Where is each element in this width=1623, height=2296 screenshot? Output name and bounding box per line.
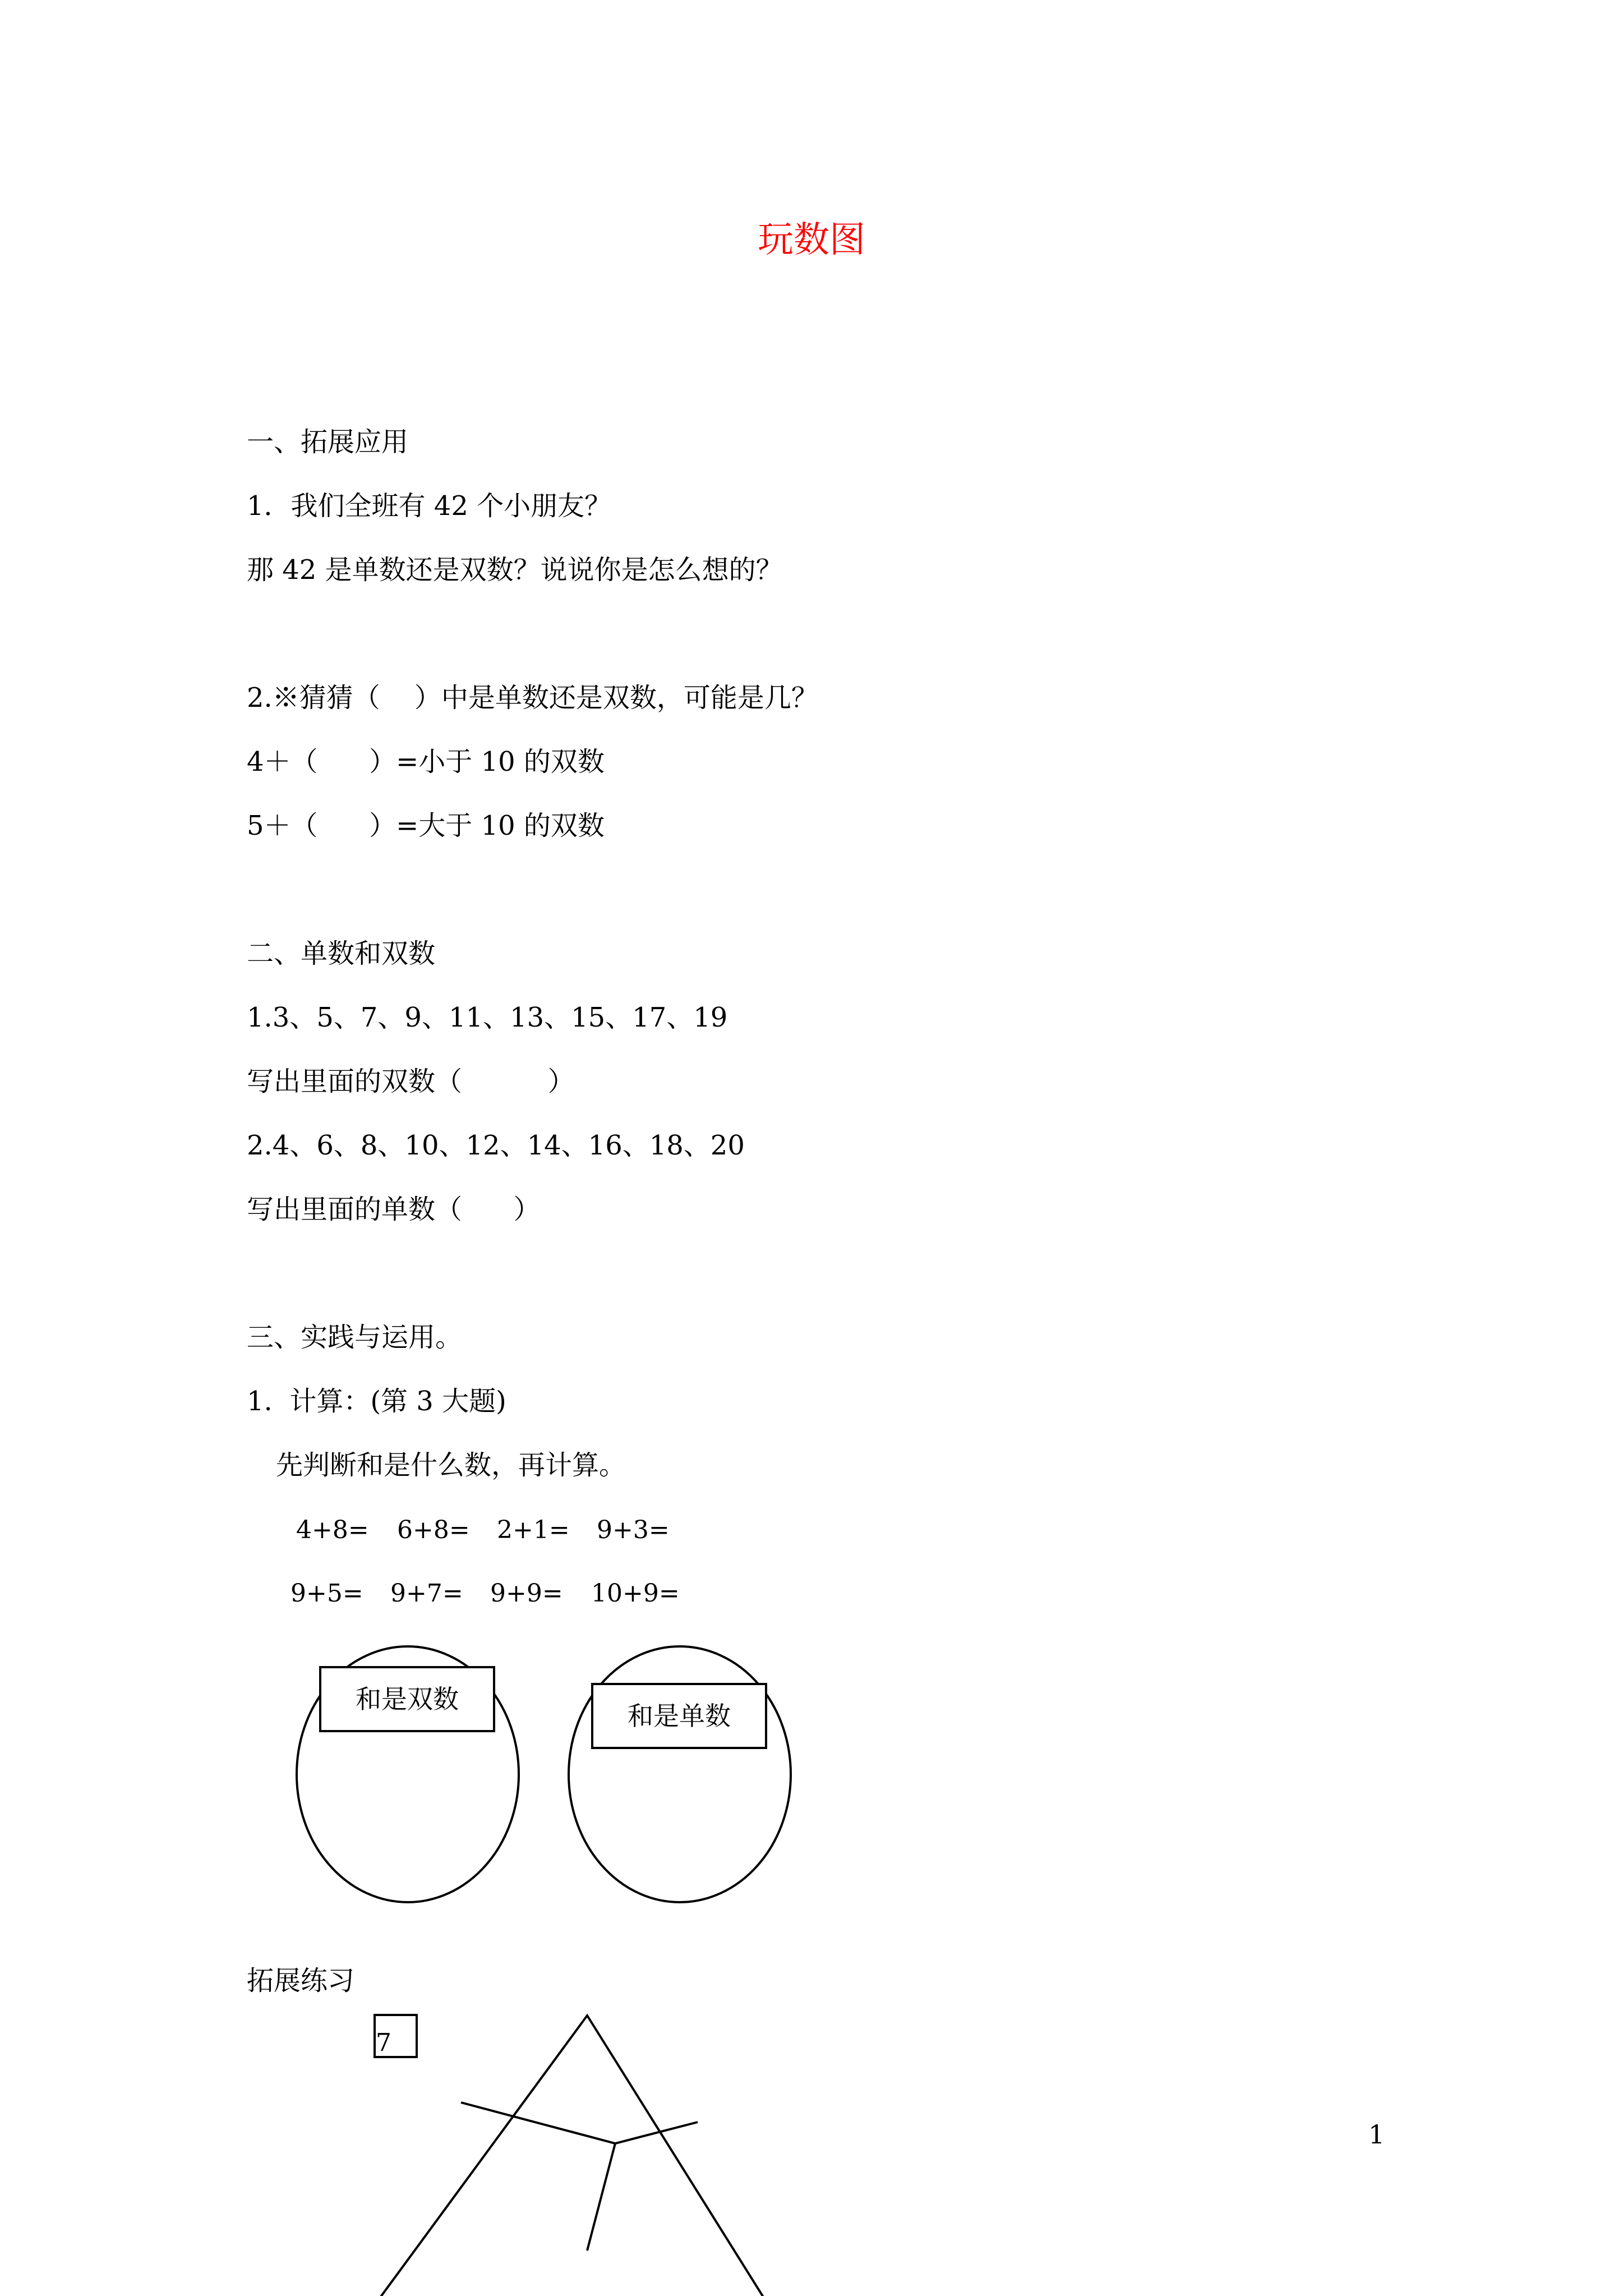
calc-item: 9+9= (490, 1579, 563, 1608)
calc-item: 9+3= (597, 1516, 670, 1544)
question-1-1-line-1: 1．我们全班有 42 个小朋友？ (247, 490, 612, 522)
calc-item: 4+8= (296, 1516, 369, 1544)
question-2-1-numbers: 1.3、5、7、9、11、13、15、17、19 (247, 1002, 728, 1033)
question-1-2-line-1: 2.※猜猜（ ）中是单数还是双数，可能是几？ (247, 682, 818, 714)
question-3-1-label: 1. 计算：(第 3 大题) (247, 1386, 506, 1417)
odd-sum-label: 和是单数 (628, 1701, 731, 1731)
calc-item: 9+5= (291, 1579, 363, 1608)
question-1-1-line-2: 那 42 是单数还是双数？说说你是怎么想的？ (247, 554, 783, 586)
question-2-2-prompt: 写出里面的单数（ ） (247, 1194, 541, 1225)
page-number: 1 (1368, 2119, 1385, 2150)
section-3-heading: 三、实践与运用。 (247, 1322, 463, 1353)
page-title: 玩数图 (758, 219, 865, 261)
question-2-2-numbers: 2.4、6、8、10、12、14、16、18、20 (247, 1130, 745, 1161)
section-2-heading: 二、单数和双数 (247, 938, 436, 969)
extension-heading: 拓展练习 (247, 1965, 355, 1996)
section-1-heading: 一、拓展应用 (247, 426, 409, 458)
even-sum-label: 和是双数 (356, 1684, 459, 1714)
question-1-2-line-2: 4＋（ ）=小于 10 的双数 (247, 746, 605, 777)
question-2-1-prompt: 写出里面的双数（ ） (247, 1066, 575, 1097)
square-number: 7 (376, 2028, 391, 2057)
question-3-1-instruction: 先判断和是什么数，再计算。 (276, 1450, 626, 1481)
extension-triangle (291, 2016, 840, 2296)
calc-item: 9+7= (390, 1579, 463, 1608)
calc-item: 10+9= (591, 1579, 680, 1608)
triangle-divider-line (587, 2143, 615, 2251)
question-1-2-line-3: 5＋（ ）=大于 10 的双数 (247, 810, 605, 841)
calc-item: 6+8= (397, 1516, 470, 1544)
calc-item: 2+1= (497, 1516, 570, 1544)
